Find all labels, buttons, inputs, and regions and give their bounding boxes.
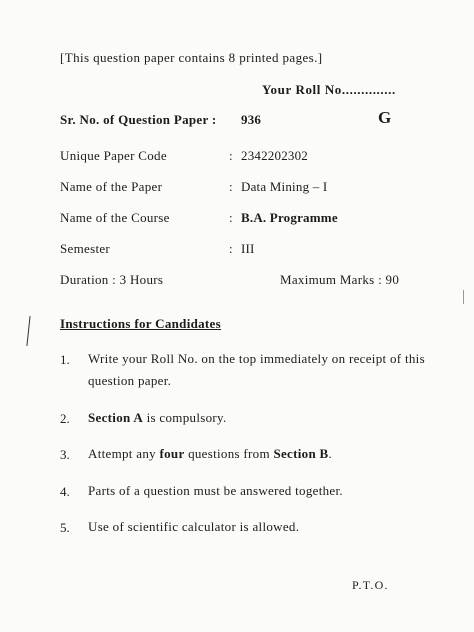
semester-label: Semester [60,241,111,256]
instruction-3-post: . [328,446,333,461]
instruction-3-text [88,443,428,465]
instruction-1-text: Write your Roll No. on the top immediately on receipt of this question paper. [88,351,425,388]
instructions-heading: Instructions for Candidates [60,316,221,331]
paper-name-label: Name of the Paper [60,179,163,194]
paper-code-label: Unique Paper Code [60,148,167,163]
course-name-label: Name of the Course [60,210,170,225]
instruction-2-number: 2. [60,411,70,426]
maximum-marks: Maximum Marks : 90 [280,272,400,287]
instruction-2-text [88,407,428,429]
paper-name-colon: : [229,179,233,194]
roll-number-field: Your Roll No.............. [262,82,396,97]
please-turn-over: P.T.O. [352,578,389,592]
semester-value: III [241,241,255,256]
section-a-emphasis: Section A [88,410,144,425]
paper-name-value: Data Mining – I [241,179,328,194]
duration: Duration : 3 Hours [60,272,164,287]
instruction-3-number: 3. [60,447,70,462]
section-b-emphasis: Section B [273,446,329,461]
instruction-3-mid: questions from [184,446,274,461]
paper-code-value: 2342202302 [241,148,308,163]
course-name-value: B.A. Programme [241,210,338,225]
serial-number-value: 936 [241,112,262,127]
margin-pen-mark [26,316,30,346]
instruction-4-number: 4. [60,484,70,499]
instruction-5-number: 5. [60,520,70,535]
four-emphasis: four [159,446,185,461]
instruction-2-rest: is compulsory. [143,410,227,425]
paper-code-colon: : [229,148,233,163]
scan-edge-mark [463,290,464,304]
set-code: G [378,108,392,127]
semester-colon: : [229,241,233,256]
page-count-note: [This question paper contains 8 printed pages.] [60,50,323,65]
instruction-5-text: Use of scientific calculator is allowed. [88,519,300,534]
instruction-1-number: 1. [60,352,70,367]
instruction-3-pre: Attempt any [88,446,160,461]
serial-number-label: Sr. No. of Question Paper : [60,112,217,127]
course-name-colon: : [229,210,233,225]
instruction-4-text: Parts of a question must be answered together. [88,483,343,498]
